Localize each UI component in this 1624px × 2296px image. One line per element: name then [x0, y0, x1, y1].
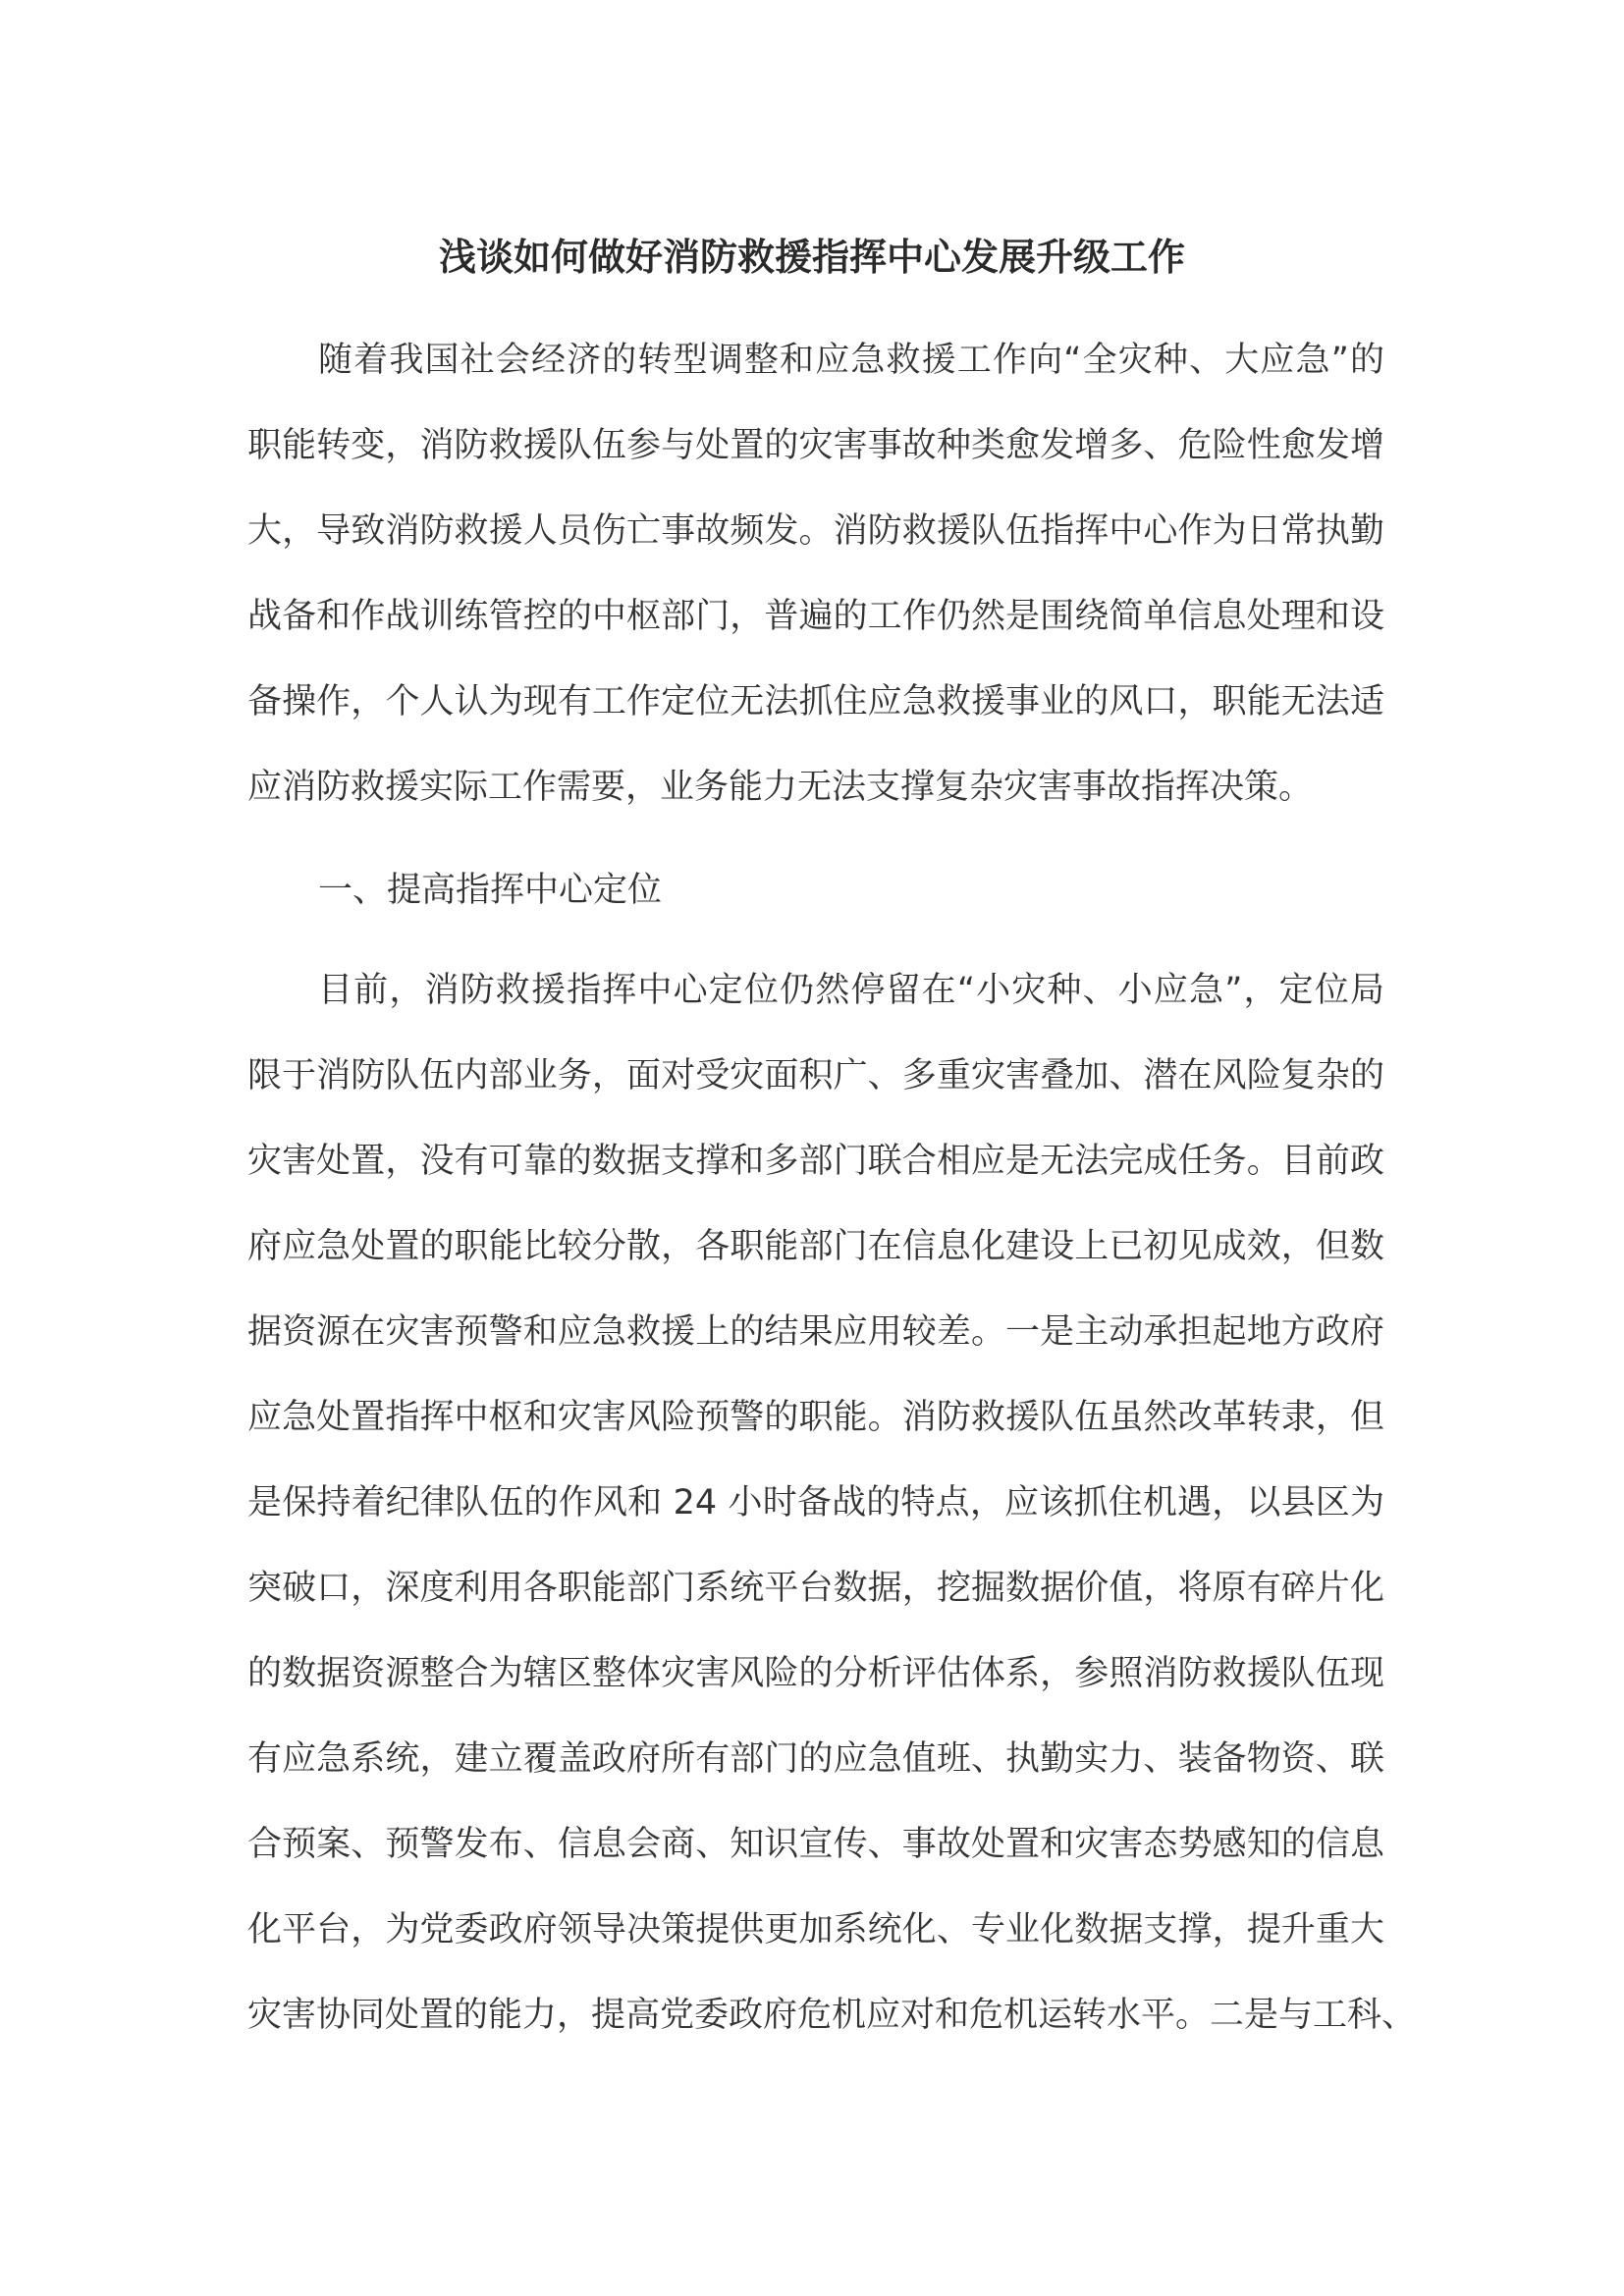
- text-line: 应消防救援实际工作需要，业务能力无法支撑复杂灾害事故指挥决策。: [247, 768, 1314, 807]
- text-line: 合预案、预警发布、信息会商、知识宣传、事故处置和灾害态势感知的信息: [247, 1825, 1384, 1864]
- text-line: 备操作，个人认为现有工作定位无法抓住应急救援事业的风口，职能无法适: [247, 682, 1384, 721]
- text-line: 府应急处置的职能比较分散，各职能部门在信息化建设上已初见成效，但数: [247, 1227, 1384, 1266]
- text-line: 据资源在灾害预警和应急救援上的结果应用较差。一是主动承担起地方政府: [247, 1312, 1384, 1352]
- section-heading: 一、提高指挥中心定位: [318, 871, 663, 910]
- text-line: 有应急系统，建立覆盖政府所有部门的应急值班、执勤实力、装备物资、联: [247, 1739, 1384, 1779]
- text-line: 职能转变，消防救援队伍参与处置的灾害事故种类愈发增多、危险性愈发增: [247, 426, 1384, 465]
- text-line: 应急处置指挥中枢和灾害风险预警的职能。消防救援队伍虽然改革转隶，但: [247, 1398, 1384, 1437]
- text-line: 限于消防队伍内部业务，面对受灾面积广、多重灾害叠加、潜在风险复杂的: [247, 1056, 1384, 1095]
- text-line: 突破口，深度利用各职能部门系统平台数据，挖掘数据价值，将原有碎片化: [247, 1569, 1384, 1608]
- text-line: 的数据资源整合为辖区整体灾害风险的分析评估体系，参照消防救援队伍现: [247, 1654, 1384, 1693]
- text-line: 化平台，为党委政府领导决策提供更加系统化、专业化数据支撑，提升重大: [247, 1910, 1384, 1949]
- text-line: 战备和作战训练管控的中枢部门，普遍的工作仍然是围绕简单信息处理和设: [247, 597, 1384, 636]
- text-line: 大，导致消防救援人员伤亡事故频发。消防救援队伍指挥中心作为日常执勤: [247, 511, 1384, 551]
- text-line: 灾害协同处置的能力，提高党委政府危机应对和危机运转水平。二是与工科、: [247, 1996, 1417, 2035]
- text-line: 灾害处置，没有可靠的数据支撑和多部门联合相应是无法完成任务。目前政: [247, 1142, 1384, 1181]
- text-line: 目前，消防救援指挥中心定位仍然停留在“小灾种、小应急”，定位局: [318, 971, 1384, 1010]
- text-line: 是保持着纪律队伍的作风和 24 小时备战的特点，应该抓住机遇，以县区为: [247, 1483, 1384, 1522]
- text-line: 随着我国社会经济的转型调整和应急救援工作向“全灾种、大应急”的: [318, 341, 1384, 380]
- document-title: 浅谈如何做好消防救援指挥中心发展升级工作: [438, 236, 1185, 279]
